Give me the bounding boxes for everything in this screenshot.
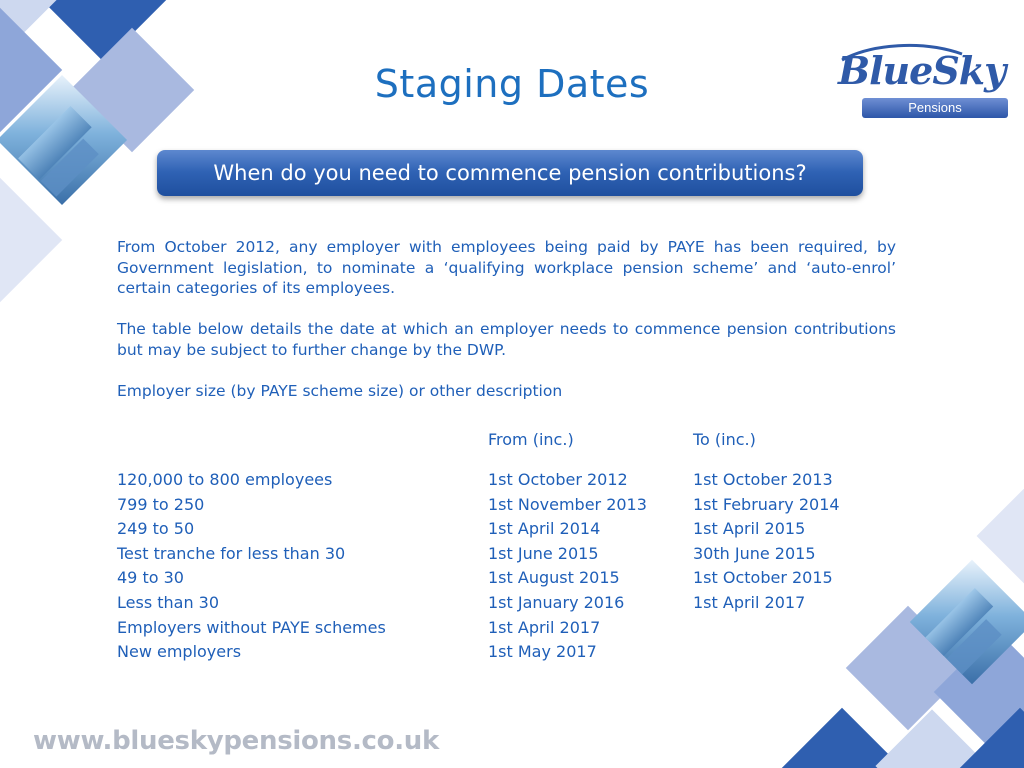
cell-from: 1st April 2014 xyxy=(488,519,601,539)
cell-to: 1st April 2017 xyxy=(693,592,806,612)
question-banner: When do you need to commence pension contributions? xyxy=(157,150,863,196)
table-row xyxy=(117,544,897,569)
cell-from: 1st May 2017 xyxy=(488,642,597,662)
table-row xyxy=(117,618,897,643)
cell-from: 1st April 2017 xyxy=(488,617,601,637)
cell-from: 1st January 2016 xyxy=(488,592,625,612)
cell-size: 120,000 to 800 employees xyxy=(117,470,333,489)
table-row xyxy=(117,495,897,520)
cell-size: Test tranche for less than 30 xyxy=(117,543,346,563)
table-header xyxy=(117,430,897,470)
table-row xyxy=(117,470,897,495)
table-row xyxy=(117,642,897,667)
employer-size-heading: Employer size (by PAYE scheme size) or other description xyxy=(117,381,563,400)
table-row xyxy=(117,593,897,618)
paragraph-intro: From October 2012, any employer with employees being paid by PAYE has been required, by Government legislation, to nominate a ‘qualifying workplace pension scheme’ and ‘auto-enrol’ certain categories of its employees. xyxy=(117,238,896,297)
staging-dates-table xyxy=(117,430,897,667)
cell-to: 1st February 2014 xyxy=(693,494,840,514)
header-from: From (inc.) xyxy=(488,430,574,449)
table-row xyxy=(117,519,897,544)
logo-wordmark: BlueSky xyxy=(838,48,1006,93)
cell-size: 249 to 50 xyxy=(117,519,195,539)
paragraph-table-note: The table below details the date at which an employer needs to commence pension contributions but may be subject to further change by the DWP. xyxy=(117,320,896,359)
cell-to: 1st October 2013 xyxy=(693,470,833,489)
cell-size: Employers without PAYE schemes xyxy=(117,617,386,637)
cell-from: 1st October 2012 xyxy=(488,470,628,489)
website-url: www.blueskypensions.co.uk xyxy=(33,726,439,756)
logo-subtitle: Pensions xyxy=(862,98,1008,118)
cell-to: 1st April 2015 xyxy=(693,519,806,539)
cell-size: Less than 30 xyxy=(117,592,220,612)
table-row xyxy=(117,568,897,593)
cell-size: New employers xyxy=(117,642,242,662)
cell-from: 1st June 2015 xyxy=(488,543,599,563)
intro-text xyxy=(117,237,896,422)
cell-size: 49 to 30 xyxy=(117,568,184,588)
cell-to: 1st October 2015 xyxy=(693,568,833,588)
bluesky-logo xyxy=(832,40,1010,124)
cell-from: 1st August 2015 xyxy=(488,568,620,588)
cell-size: 799 to 250 xyxy=(117,494,205,514)
slide-title: Staging Dates xyxy=(374,62,650,106)
cell-from: 1st November 2013 xyxy=(488,494,647,514)
header-to: To (inc.) xyxy=(693,430,756,449)
cell-to: 30th June 2015 xyxy=(693,543,816,563)
